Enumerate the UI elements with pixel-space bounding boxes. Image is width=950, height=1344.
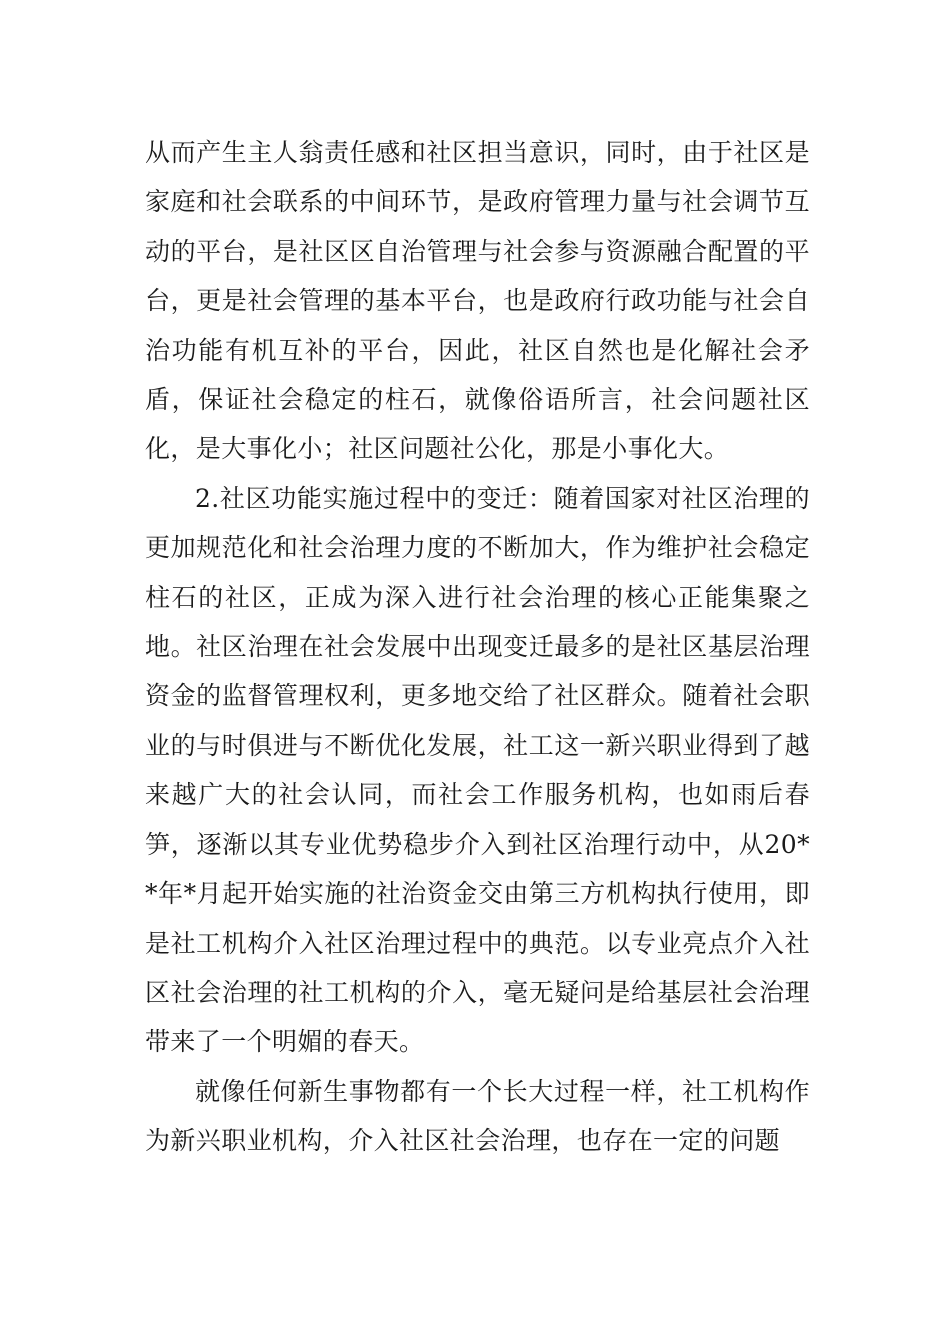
document-body [145,128,810,1166]
paragraph-community-role: 从而产生主人翁责任感和社区担当意识，同时，由于社区是家庭和社会联系的中间环节，是政府管理力量与社会调节互动的平台，是社区区自治管理与社会参与资源融合配置的平台，更是社会管理的基本平台，也是政府行政功能与社会自治功能有机互补的平台，因此，社区自然也是化解社会矛盾，保证社会稳定的柱石，就像俗语所言，社会问题社区化，是大事化小；社区问题社公化，那是小事化大。 [145,138,810,464]
paragraph-social-work-issues: 就像任何新生事物都有一个长大过程一样，社工机构作为新兴职业机构，介入社区社会治理，也存在一定的问题 [145,1076,810,1156]
paragraph-community-function-change: 2.社区功能实施过程中的变迁：随着国家对社区治理的更加规范化和社会治理力度的不断加大，作为维护社会稳定柱石的社区，正成为深入进行社会治理的核心正能集聚之地。社区治理在社会发展中出现变迁最多的是社区基层治理资金的监督管理权利，更多地交给了社区群众。随着社会职业的与时俱进与不断优化发展，社工这一新兴职业得到了越来越广大的社会认同，而社会工作服务机构，也如雨后春笋，逐渐以其专业优势稳步介入到社区治理行动中，从20**年*月起开始实施的社治资金交由第三方机构执行使用，即是社工机构介入社区治理过程中的典范。以专业亮点介入社区社会治理的社工机构的介入，毫无疑问是给基层社会治理带来了一个明媚的春天。 [145,483,810,1057]
